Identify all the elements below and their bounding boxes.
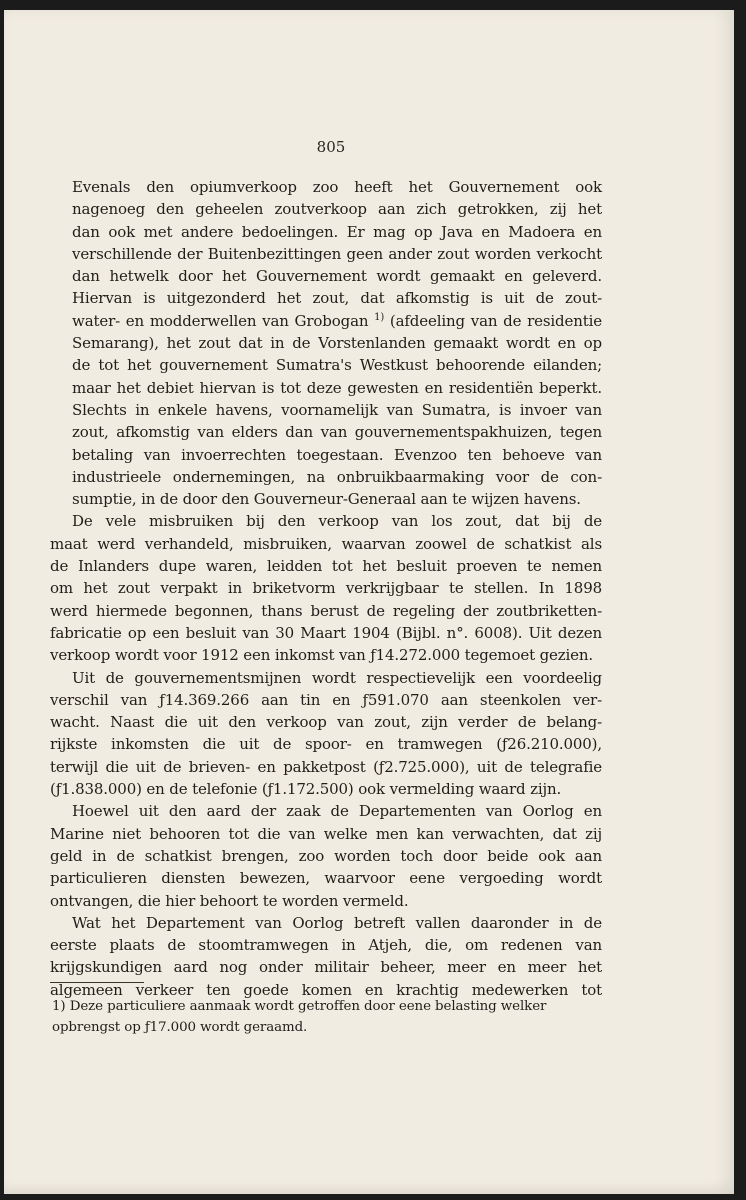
text-line: particulieren diensten bewezen, waarvoor eene vergoeding wordt [50, 869, 602, 888]
text-line: Uit de gouvernementsmijnen wordt respectievelijk een voordeelig [72, 668, 602, 687]
paragraph-salt-monopoly [50, 176, 602, 510]
text-line: Semarang), het zout dat in de Vorstenlanden gemaakt wordt en op [72, 334, 602, 353]
paragraph-department-war [50, 912, 602, 1001]
footnote-reference: 1) [374, 311, 385, 323]
footnote-line [52, 996, 604, 1017]
text-line [50, 310, 602, 332]
text-line: eerste plaats de stoomtramwegen in Atjeh, die, om redenen van [50, 936, 602, 955]
text-line: betaling van invoerrechten toegestaan. Evenzoo ten behoeve van [72, 445, 602, 464]
text-line: de tot het gouvernement Sumatra's Westkust behoorende eilanden; [72, 356, 602, 375]
paragraph-war-navy [50, 800, 602, 911]
text-line: verschillende der Buitenbezittingen geen ander zout worden verkocht [72, 244, 602, 263]
text-line: algemeen verkeer ten goede komen en krachtig medewerken tot [50, 980, 602, 999]
text-line: Wat het Departement van Oorlog betreft vallen daaronder in de [72, 913, 602, 932]
text-line: Hiervan is uitgezonderd het zout, dat afkomstig is uit de zout- [72, 289, 602, 308]
text-line: dan ook met andere bedoelingen. Er mag op Java en Madoera en [72, 222, 602, 241]
body-text [50, 176, 602, 1001]
paragraph-briquettes [50, 510, 602, 666]
footnote-marker: 1) [52, 999, 66, 1014]
text-line: Hoewel uit den aard der zaak de Departementen van Oorlog en [72, 802, 602, 821]
footnote-line: opbrengst op ƒ17.000 wordt geraamd. [52, 1020, 308, 1035]
text-line: Slechts in enkele havens, voornamelijk van Sumatra, is invoer van [72, 400, 602, 419]
text-line: De vele misbruiken bij den verkoop van los zout, dat bij de [72, 512, 602, 531]
text-segment: water- en modderwellen van Grobogan [72, 311, 369, 330]
text-line: fabricatie op een besluit van 30 Maart 1904 (Bijbl. n°. 6008). Uit dezen [50, 623, 602, 642]
text-line: verschil van ƒ14.369.266 aan tin en ƒ591.070 aan steenkolen ver- [50, 690, 602, 709]
document-page [4, 10, 734, 1194]
text-line: (ƒ1.838.000) en de telefonie (ƒ1.172.500) ook vermelding waard zijn. [50, 780, 562, 799]
text-line: terwijl die uit de brieven- en pakketpost (ƒ2.725.000), uit de telegrafie [50, 757, 602, 776]
text-line: rijkste inkomsten die uit de spoor- en tramwegen (ƒ26.210.000), [50, 735, 602, 754]
text-line: geld in de schatkist brengen, zoo worden toch door beide ook aan [50, 846, 602, 865]
paragraph-mines [50, 667, 602, 801]
text-line: maat werd verhandeld, misbruiken, waarvan zoowel de schatkist als [50, 534, 602, 553]
text-line: werd hiermede begonnen, thans berust de regeling der zoutbriketten- [50, 601, 602, 620]
text-line: krijgskundigen aard nog onder militair beheer, meer en meer het [50, 958, 602, 977]
text-line: sumptie, in de door den Gouverneur-Generaal aan te wijzen havens. [72, 490, 581, 509]
page-number: 805 [316, 138, 346, 156]
text-line: verkoop wordt voor 1912 een inkomst van ƒ14.272.000 tegemoet gezien. [50, 646, 594, 665]
footnote-divider [50, 982, 144, 983]
text-line: nagenoeg den geheelen zoutverkoop aan zich getrokken, zij het [72, 200, 602, 219]
text-line: zout, afkomstig van elders dan van gouvernementspakhuizen, tegen [72, 423, 602, 442]
text-line: de Inlanders dupe waren, leidden tot het besluit proeven te nemen [50, 557, 602, 576]
text-line: Marine niet behooren tot die van welke men kan verwachten, dat zij [50, 824, 602, 843]
footnote [52, 996, 604, 1038]
text-line: dan hetwelk door het Gouvernement wordt gemaakt en geleverd. [72, 267, 602, 286]
text-line: om het zout verpakt in briketvorm verkrijgbaar te stellen. In 1898 [50, 579, 602, 598]
text-line: Evenals den opiumverkoop zoo heeft het Gouvernement ook [72, 178, 602, 196]
text-line: industrieele ondernemingen, na onbruikbaarmaking voor de con- [72, 467, 602, 486]
text-line: wacht. Naast die uit den verkoop van zout, zijn verder de belang- [50, 713, 602, 732]
footnote-text: Deze particuliere aanmaak wordt getroffen door eene belasting welker [69, 999, 547, 1014]
text-segment: (afdeeling van de residentie [389, 311, 602, 330]
text-line: maar het debiet hiervan is tot deze gewesten en residentiën beperkt. [72, 378, 602, 397]
text-line: ontvangen, die hier behoort te worden vermeld. [50, 891, 409, 910]
